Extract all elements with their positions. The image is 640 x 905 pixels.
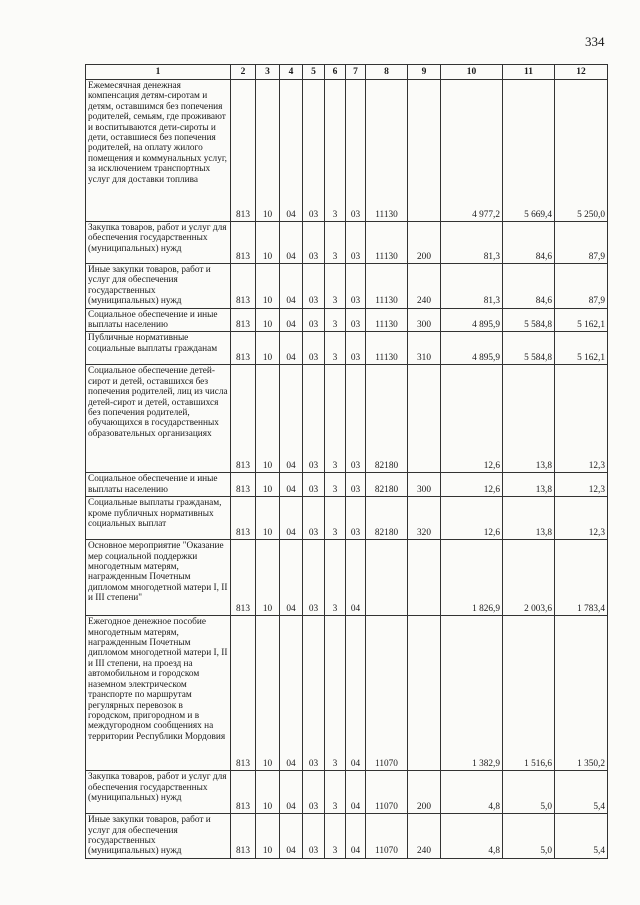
- column-header: 9: [408, 65, 441, 80]
- cell-col12: 5 162,1: [555, 308, 608, 332]
- cell-col8: 11070: [366, 771, 408, 814]
- cell-col11: 5 584,8: [503, 308, 555, 332]
- cell-col3: 10: [256, 473, 280, 497]
- cell-col11: 13,8: [503, 497, 555, 540]
- cell-col8: 11130: [366, 80, 408, 222]
- cell-col11: 84,6: [503, 264, 555, 309]
- cell-col3: 10: [256, 80, 280, 222]
- cell-col4: 04: [280, 814, 303, 859]
- cell-col11: 5,0: [503, 814, 555, 859]
- cell-col5: 03: [303, 473, 325, 497]
- table-row: [86, 308, 608, 332]
- cell-col4: 04: [280, 540, 303, 616]
- cell-col5: 03: [303, 80, 325, 222]
- table-row: [86, 222, 608, 264]
- cell-col12: 5,4: [555, 771, 608, 814]
- cell-col10: 4,8: [441, 771, 503, 814]
- row-name: Социальное обеспечение детей-сирот и детей, оставшихся без попечения родителей, лиц из числа детей-сирот и детей, оставшихся без попечения родителей, обучающихся в государственных образовательных организациях: [86, 365, 231, 473]
- row-name: Публичные нормативные социальные выплаты гражданам: [86, 332, 231, 365]
- cell-col2: 813: [231, 616, 256, 771]
- column-header: 5: [303, 65, 325, 80]
- cell-col10: 4 977,2: [441, 80, 503, 222]
- cell-col4: 04: [280, 497, 303, 540]
- cell-col8: [366, 540, 408, 616]
- cell-col5: 03: [303, 332, 325, 365]
- cell-col11: 2 003,6: [503, 540, 555, 616]
- cell-col7: 03: [346, 332, 366, 365]
- cell-col10: 12,6: [441, 365, 503, 473]
- cell-col2: 813: [231, 365, 256, 473]
- table-row: [86, 497, 608, 540]
- table-row: [86, 365, 608, 473]
- cell-col12: 12,3: [555, 365, 608, 473]
- cell-col10: 1 382,9: [441, 616, 503, 771]
- cell-col9: 300: [408, 308, 441, 332]
- column-header: 1: [86, 65, 231, 80]
- cell-col12: 5,4: [555, 814, 608, 859]
- column-header: 10: [441, 65, 503, 80]
- page-number: 334: [585, 34, 605, 49]
- column-header: 2: [231, 65, 256, 80]
- cell-col4: 04: [280, 264, 303, 309]
- cell-col4: 04: [280, 308, 303, 332]
- table-row: [86, 264, 608, 309]
- cell-col3: 10: [256, 332, 280, 365]
- cell-col5: 03: [303, 222, 325, 264]
- cell-col2: 813: [231, 771, 256, 814]
- cell-col2: 813: [231, 264, 256, 309]
- cell-col9: [408, 80, 441, 222]
- cell-col7: 03: [346, 308, 366, 332]
- cell-col9: 310: [408, 332, 441, 365]
- table-row: [86, 332, 608, 365]
- row-name: Социальное обеспечение и иные выплаты населению: [86, 473, 231, 497]
- cell-col10: 1 826,9: [441, 540, 503, 616]
- column-header: 11: [503, 65, 555, 80]
- cell-col3: 10: [256, 365, 280, 473]
- cell-col5: 03: [303, 365, 325, 473]
- row-name: Иные закупки товаров, работ и услуг для обеспечения государственных (муниципальных) нужд: [86, 814, 231, 859]
- cell-col4: 04: [280, 332, 303, 365]
- cell-col6: 3: [325, 814, 346, 859]
- column-header: 8: [366, 65, 408, 80]
- cell-col8: 11130: [366, 264, 408, 309]
- cell-col3: 10: [256, 814, 280, 859]
- cell-col5: 03: [303, 616, 325, 771]
- cell-col11: 5,0: [503, 771, 555, 814]
- cell-col6: 3: [325, 80, 346, 222]
- column-header: 3: [256, 65, 280, 80]
- cell-col9: 200: [408, 771, 441, 814]
- cell-col5: 03: [303, 497, 325, 540]
- cell-col11: 84,6: [503, 222, 555, 264]
- cell-col3: 10: [256, 308, 280, 332]
- cell-col10: 12,6: [441, 497, 503, 540]
- cell-col7: 03: [346, 264, 366, 309]
- cell-col8: 11130: [366, 332, 408, 365]
- cell-col5: 03: [303, 771, 325, 814]
- cell-col12: 5 162,1: [555, 332, 608, 365]
- cell-col8: 11070: [366, 814, 408, 859]
- cell-col11: 13,8: [503, 365, 555, 473]
- cell-col4: 04: [280, 473, 303, 497]
- cell-col7: 04: [346, 814, 366, 859]
- cell-col2: 813: [231, 308, 256, 332]
- cell-col7: 04: [346, 540, 366, 616]
- cell-col7: 04: [346, 616, 366, 771]
- cell-col6: 3: [325, 332, 346, 365]
- cell-col8: 11130: [366, 222, 408, 264]
- cell-col3: 10: [256, 771, 280, 814]
- cell-col10: 4,8: [441, 814, 503, 859]
- row-name: Основное мероприятие "Оказание мер социальной поддержки многодетным матерям, награжденным Почетным дипломом многодетной матери I, II и III степени": [86, 540, 231, 616]
- cell-col3: 10: [256, 222, 280, 264]
- cell-col8: 82180: [366, 497, 408, 540]
- cell-col2: 813: [231, 814, 256, 859]
- cell-col6: 3: [325, 497, 346, 540]
- cell-col12: 5 250,0: [555, 80, 608, 222]
- cell-col3: 10: [256, 497, 280, 540]
- cell-col11: 5 669,4: [503, 80, 555, 222]
- cell-col12: 1 783,4: [555, 540, 608, 616]
- column-header: 4: [280, 65, 303, 80]
- cell-col2: 813: [231, 222, 256, 264]
- cell-col4: 04: [280, 80, 303, 222]
- cell-col9: 300: [408, 473, 441, 497]
- cell-col9: [408, 540, 441, 616]
- cell-col8: 11070: [366, 616, 408, 771]
- table-row: [86, 814, 608, 859]
- row-name: Ежемесячная денежная компенсация детям-сиротам и детям, оставшимся без попечения родителей, семьям, где проживают и воспитываются дети-сироты и дети, оставшиеся без попечения родителей, на оплату жилого помещения и коммунальных услуг, за исключением транспортных услуг для доставки топлива: [86, 80, 231, 222]
- cell-col4: 04: [280, 365, 303, 473]
- cell-col6: 3: [325, 264, 346, 309]
- cell-col9: 240: [408, 814, 441, 859]
- cell-col8: 11130: [366, 308, 408, 332]
- cell-col7: 04: [346, 771, 366, 814]
- column-header: 12: [555, 65, 608, 80]
- cell-col6: 3: [325, 365, 346, 473]
- table-row: [86, 616, 608, 771]
- cell-col9: 240: [408, 264, 441, 309]
- cell-col2: 813: [231, 497, 256, 540]
- cell-col10: 81,3: [441, 222, 503, 264]
- cell-col7: 03: [346, 365, 366, 473]
- cell-col11: 1 516,6: [503, 616, 555, 771]
- cell-col10: 4 895,9: [441, 332, 503, 365]
- cell-col12: 87,9: [555, 264, 608, 309]
- cell-col2: 813: [231, 473, 256, 497]
- table-row: [86, 771, 608, 814]
- cell-col2: 813: [231, 80, 256, 222]
- row-name: Социальные выплаты гражданам, кроме публичных нормативных социальных выплат: [86, 497, 231, 540]
- row-name: Закупка товаров, работ и услуг для обеспечения государственных (муниципальных) нужд: [86, 771, 231, 814]
- cell-col8: 82180: [366, 365, 408, 473]
- cell-col7: 03: [346, 222, 366, 264]
- column-header: 7: [346, 65, 366, 80]
- cell-col4: 04: [280, 771, 303, 814]
- cell-col3: 10: [256, 616, 280, 771]
- cell-col6: 3: [325, 473, 346, 497]
- row-name: Иные закупки товаров, работ и услуг для обеспечения государственных (муниципальных) нужд: [86, 264, 231, 309]
- cell-col4: 04: [280, 222, 303, 264]
- table-row: [86, 473, 608, 497]
- cell-col7: 03: [346, 497, 366, 540]
- table-row: [86, 80, 608, 222]
- table-header-row: [86, 65, 608, 80]
- cell-col9: 200: [408, 222, 441, 264]
- cell-col12: 12,3: [555, 473, 608, 497]
- cell-col10: 12,6: [441, 473, 503, 497]
- budget-table: [85, 64, 608, 859]
- row-name: Закупка товаров, работ и услуг для обеспечения государственных (муниципальных) нужд: [86, 222, 231, 264]
- cell-col5: 03: [303, 308, 325, 332]
- cell-col12: 1 350,2: [555, 616, 608, 771]
- cell-col9: [408, 365, 441, 473]
- column-header: 6: [325, 65, 346, 80]
- cell-col11: 13,8: [503, 473, 555, 497]
- cell-col11: 5 584,8: [503, 332, 555, 365]
- table-row: [86, 540, 608, 616]
- cell-col7: 03: [346, 473, 366, 497]
- cell-col10: 4 895,9: [441, 308, 503, 332]
- cell-col10: 81,3: [441, 264, 503, 309]
- cell-col5: 03: [303, 540, 325, 616]
- row-name: Социальное обеспечение и иные выплаты населению: [86, 308, 231, 332]
- cell-col6: 3: [325, 222, 346, 264]
- cell-col4: 04: [280, 616, 303, 771]
- cell-col9: 320: [408, 497, 441, 540]
- cell-col7: 03: [346, 80, 366, 222]
- cell-col5: 03: [303, 264, 325, 309]
- cell-col5: 03: [303, 814, 325, 859]
- cell-col12: 87,9: [555, 222, 608, 264]
- cell-col6: 3: [325, 771, 346, 814]
- cell-col6: 3: [325, 540, 346, 616]
- cell-col3: 10: [256, 264, 280, 309]
- cell-col2: 813: [231, 540, 256, 616]
- row-name: Ежегодное денежное пособие многодетным матерям, награжденным Почетным дипломом многодетной матери I, II и III степени, на проезд на автомобильном и городском наземном электрическом транспорте по маршрутам регулярных перевозок в городском, пригородном и в междугородном сообщениях на территории Республики Мордовия: [86, 616, 231, 771]
- cell-col6: 3: [325, 308, 346, 332]
- cell-col2: 813: [231, 332, 256, 365]
- cell-col12: 12,3: [555, 497, 608, 540]
- cell-col9: [408, 616, 441, 771]
- cell-col6: 3: [325, 616, 346, 771]
- cell-col3: 10: [256, 540, 280, 616]
- cell-col8: 82180: [366, 473, 408, 497]
